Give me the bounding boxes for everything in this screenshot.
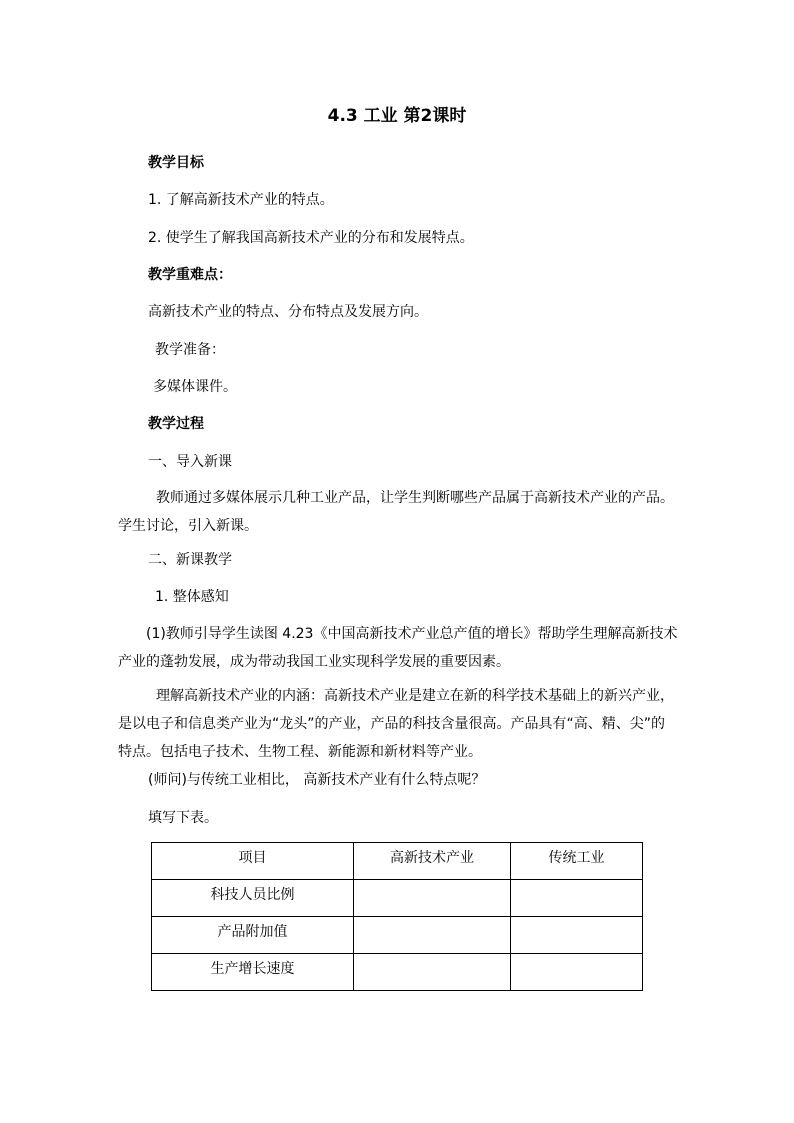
table-cell (511, 954, 643, 991)
fill-instruction: 填写下表。 (148, 810, 218, 826)
section1-heading: 一、导入新课 (148, 454, 232, 470)
section2-heading: 二、新课教学 (148, 552, 232, 568)
key-points-heading: 教学重难点： (148, 267, 232, 283)
table-row (152, 917, 643, 954)
comparison-table (151, 842, 643, 991)
teacher-question: (师问)与传统工业相比， 高新技术产业有什么特点呢？ (148, 772, 486, 788)
table-header-cell: 传统工业 (511, 843, 643, 880)
page-title: 4.3 工业 第2课时 (327, 106, 467, 126)
table-row-label: 生产增长速度 (152, 954, 354, 991)
preparation-text: 多媒体课件。 (153, 379, 237, 395)
key-points-text: 高新技术产业的特点、分布特点及发展方向。 (148, 304, 428, 320)
objectives-heading: 教学目标 (148, 155, 204, 171)
table-cell (354, 880, 511, 917)
section1-paragraph: 教师通过多媒体展示几种工业产品，让学生判断哪些产品属于高新技术产业的产品。学生讨论，引入新课。 (118, 490, 674, 534)
table-header-cell: 高新技术产业 (354, 843, 511, 880)
objective-item-2: 2. 使学生了解我国高新技术产业的分布和发展特点。 (148, 230, 474, 246)
table-header-cell: 项目 (152, 843, 354, 880)
table-cell (354, 917, 511, 954)
table-row-label: 产品附加值 (152, 917, 354, 954)
paragraph-industry-definition: 理解高新技术产业的内涵：高新技术产业是建立在新的科学技术基础上的新兴产业，是以电子和信息类产业为“龙头”的产业，产品的科技含量很高。产品具有“高、精、尖”的特点。包括电子技术、生物工程、新能源和新材料等产业。 (118, 688, 674, 760)
subsection1-heading: 1. 整体感知 (155, 589, 229, 605)
table-row (152, 880, 643, 917)
table-row (152, 954, 643, 991)
objective-item-1: 1. 了解高新技术产业的特点。 (148, 192, 334, 208)
table-cell (511, 880, 643, 917)
table-cell (511, 917, 643, 954)
table-cell (354, 954, 511, 991)
preparation-heading: 教学准备： (155, 342, 225, 358)
table-row-label: 科技人员比例 (152, 880, 354, 917)
paragraph-reading-figure: (1)教师引导学生读图 4.23《中国高新技术产业总产值的增长》帮助学生理解高新技术产业的蓬勃发展，成为带动我国工业实现科学发展的重要因素。 (118, 626, 678, 670)
table-header-row (152, 843, 643, 880)
process-heading: 教学过程 (148, 416, 204, 432)
